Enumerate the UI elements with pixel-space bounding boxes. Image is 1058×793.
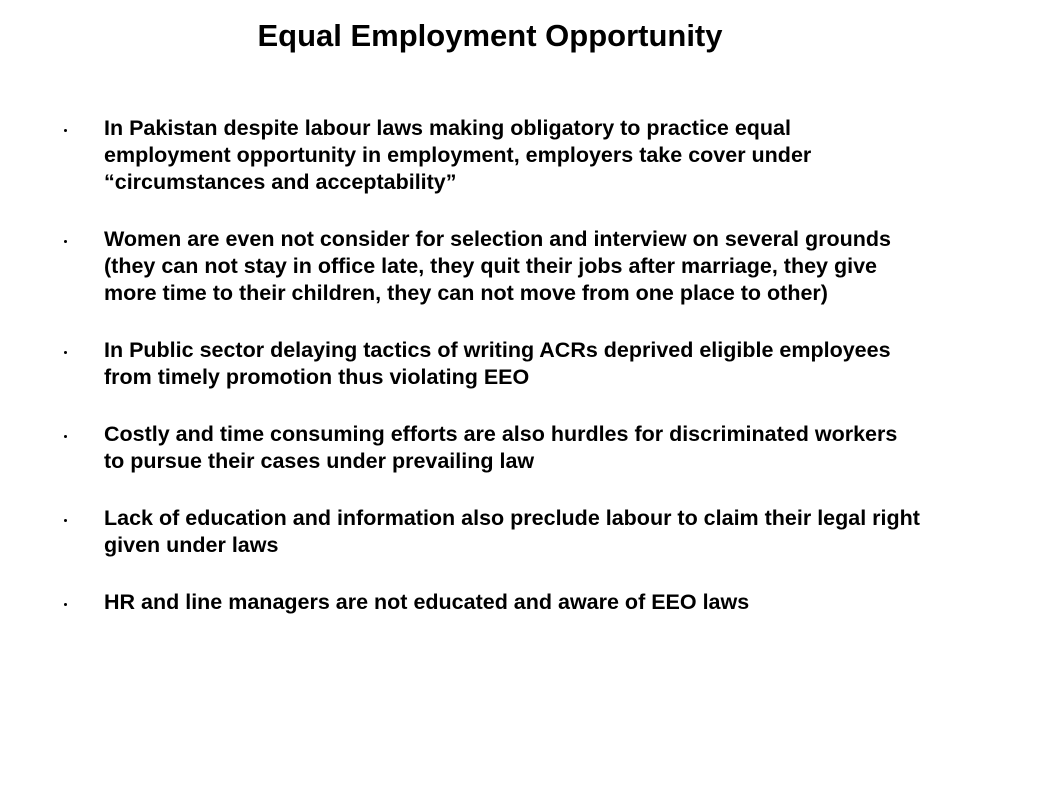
bullet-text: HR and line managers are not educated and aware of EEO laws	[104, 590, 750, 614]
bullet-list	[60, 115, 920, 646]
bullet-dot-icon	[64, 351, 67, 354]
bullet-text: Lack of education and information also preclude labour to claim their legal right given under laws	[104, 506, 920, 557]
slide-title: Equal Employment Opportunity	[257, 18, 723, 53]
bullet-text: In Pakistan despite labour laws making obligatory to practice equal employment opportunity in employment, employers take cover under “circumstances and acceptability”	[104, 116, 812, 194]
bullet-item	[60, 337, 920, 391]
bullet-text: Women are even not consider for selection and interview on several grounds (they can not stay in office late, they quit their jobs after marriage, they give more time to their children, they can not move from one place to other)	[104, 227, 891, 305]
bullet-item	[60, 226, 920, 307]
bullet-item	[60, 589, 920, 616]
bullet-item	[60, 115, 920, 196]
bullet-text: In Public sector delaying tactics of writing ACRs deprived eligible employees from timely promotion thus violating EEO	[104, 338, 891, 389]
bullet-item	[60, 421, 920, 475]
bullet-dot-icon	[64, 519, 67, 522]
bullet-dot-icon	[64, 129, 67, 132]
bullet-dot-icon	[64, 435, 67, 438]
bullet-text: Costly and time consuming efforts are also hurdles for discriminated workers to pursue their cases under prevailing law	[104, 422, 898, 473]
bullet-dot-icon	[64, 603, 67, 606]
bullet-dot-icon	[64, 240, 67, 243]
bullet-item	[60, 505, 920, 559]
